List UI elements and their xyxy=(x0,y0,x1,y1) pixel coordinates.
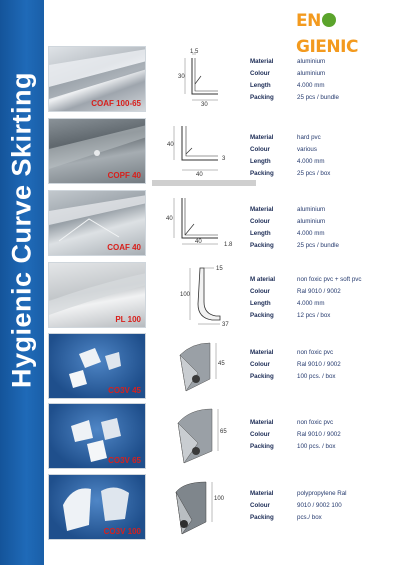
product-label: COAF 100-65 xyxy=(91,99,141,108)
technical-drawing xyxy=(152,190,252,256)
product-photo xyxy=(48,333,146,399)
spec-colour: Colour aluminium xyxy=(250,70,326,77)
dim-width: 40 xyxy=(196,172,203,178)
spec-list xyxy=(250,274,398,322)
spec-length: Length 4.000 mm xyxy=(250,230,325,237)
spec-packing: Packing 100 pcs. / box xyxy=(250,443,336,450)
dim-height: 30 xyxy=(178,74,185,80)
product-photo xyxy=(48,403,146,469)
product-photo xyxy=(48,190,146,256)
divider-bar xyxy=(152,180,256,186)
spec-material: Material aluminium xyxy=(250,58,326,65)
product-photo xyxy=(48,46,146,112)
spec-material: Material polypropylene Ral xyxy=(250,490,347,497)
spec-material: M aterial non foxic pvc + soft pvc xyxy=(250,276,362,283)
dim-thickness: 1.8 xyxy=(224,242,233,248)
spec-packing: Packing 25 pcs / box xyxy=(250,170,331,177)
spec-material: Material non foxic pvc xyxy=(250,419,334,426)
spec-material: Material hard pvc xyxy=(250,134,321,141)
spec-colour: Colour Ral 9010 / 9002 xyxy=(250,288,341,295)
dim-height: 100 xyxy=(180,292,191,298)
dim-size: 45 xyxy=(218,361,225,367)
technical-drawing xyxy=(152,474,252,540)
technical-drawing xyxy=(152,333,252,399)
spec-colour: Colour Ral 9010 / 9002 xyxy=(250,431,341,438)
product-label: CO3V 45 xyxy=(108,386,141,395)
dim-height: 40 xyxy=(167,142,174,148)
product-label: CO3V 100 xyxy=(103,527,141,536)
technical-drawing xyxy=(152,118,252,184)
spec-packing: Packing 12 pcs / box xyxy=(250,312,331,319)
spec-list xyxy=(250,417,398,453)
dim-width: 30 xyxy=(201,102,208,108)
spec-list xyxy=(250,347,398,383)
spec-colour: Colour Ral 9010 / 9002 xyxy=(250,361,341,368)
dim-size: 65 xyxy=(220,429,227,435)
logo-text-right: GIENIC xyxy=(296,37,358,57)
technical-drawing xyxy=(152,46,252,112)
spec-colour: Colour various xyxy=(250,146,317,153)
spec-list xyxy=(250,204,398,252)
spec-list xyxy=(250,56,398,104)
spec-colour: Colour aluminium xyxy=(250,218,326,225)
dim-top: 15 xyxy=(216,266,223,272)
sidebar xyxy=(0,0,44,565)
spec-packing: Packing pcs./ box xyxy=(250,514,322,521)
spec-packing: Packing 25 pcs / bundle xyxy=(250,94,339,101)
product-label: COAF 40 xyxy=(107,243,141,252)
spec-material: Material non foxic pvc xyxy=(250,349,334,356)
spec-length: Length 4.000 mm xyxy=(250,82,325,89)
spec-list xyxy=(250,132,398,180)
spec-colour: Colour 9010 / 9002 100 xyxy=(250,502,342,509)
product-label: CO3V 65 xyxy=(108,456,141,465)
spec-length: Length 4.000 mm xyxy=(250,158,325,165)
dim-thickness: 1.5 xyxy=(190,49,199,55)
logo-mark-icon xyxy=(322,13,336,27)
product-photo xyxy=(48,262,146,328)
product-label: PL 100 xyxy=(115,315,141,324)
sidebar-title: Hygienic Curve Skirting xyxy=(6,71,37,389)
logo-text-left: EN xyxy=(296,11,321,31)
spec-packing: Packing 25 pcs / bundle xyxy=(250,242,339,249)
technical-drawing xyxy=(152,262,252,328)
product-label: COPF 40 xyxy=(107,171,141,180)
product-photo xyxy=(48,118,146,184)
technical-drawing xyxy=(152,403,252,469)
dim-size: 100 xyxy=(214,496,225,502)
spec-material: Material aluminium xyxy=(250,206,326,213)
dim-base: 37 xyxy=(222,322,229,328)
product-photo xyxy=(48,474,146,540)
dim-thickness: 3 xyxy=(222,156,226,162)
brand-logo xyxy=(296,8,388,57)
spec-packing: Packing 100 pcs. / box xyxy=(250,373,336,380)
spec-list xyxy=(250,488,398,524)
dim-width: 40 xyxy=(195,239,202,245)
dim-height: 40 xyxy=(166,216,173,222)
spec-length: Length 4.000 mm xyxy=(250,300,325,307)
